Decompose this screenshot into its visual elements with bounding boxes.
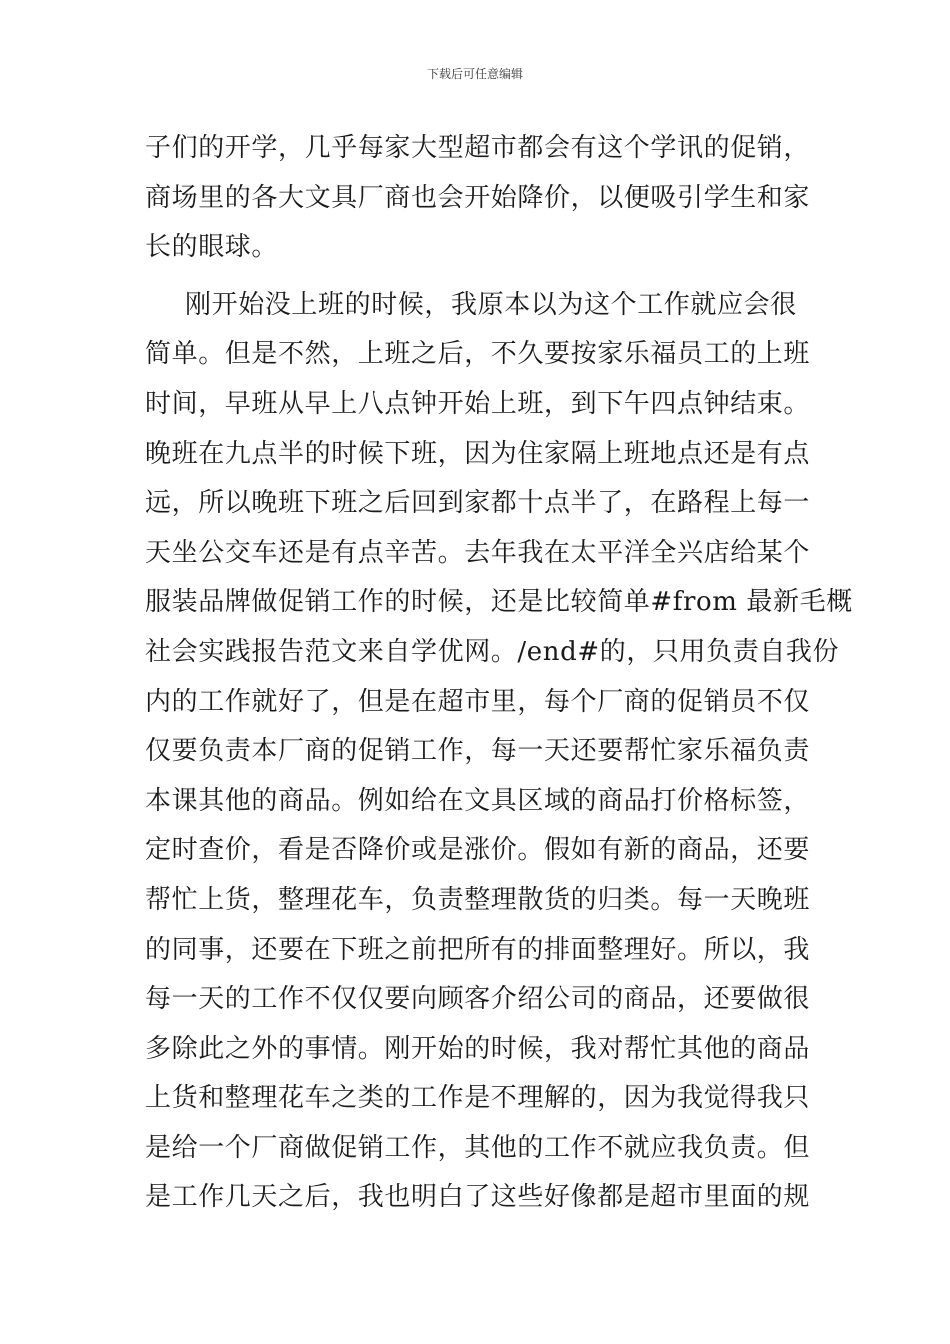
text-line: 定时查价，看是否降价或是涨价。假如有新的商品，还要 [145,835,811,866]
text-line: 的同事，还要在下班之前把所有的排面整理好。所以，我 [145,934,811,965]
text-line: 商场里的各大文具厂商也会开始降价，以便吸引学生和家 [145,182,811,213]
text-line: 每一天的工作不仅仅要向顾客介绍公司的商品，还要做很 [145,984,811,1015]
paragraph-gap [145,273,810,281]
text-line: 上货和整理花车之类的工作是不理解的，因为我觉得我只 [145,1083,811,1114]
text-line: 是工作几天之后，我也明白了这些好像都是超市里面的规 [145,1182,811,1213]
text-line: 多除此之外的事情。刚开始的时候，我对帮忙其他的商品 [145,1033,811,1064]
paragraph-2 [145,281,853,1223]
body-text [145,124,853,1223]
text-line: 天坐公交车还是有点辛苦。去年我在太平洋全兴店给某个 [145,537,811,568]
text-line: 简单。但是不然，上班之后，不久要按家乐福员工的上班 [145,339,811,370]
paragraph-1 [145,124,810,273]
text-line: 子们的开学，几乎每家大型超市都会有这个学讯的促销， [145,133,811,163]
text-line: 服装品牌做促销工作的时候，还是比较简单#from 最新毛概 [145,587,853,618]
text-line: 长的眼球。 [145,232,279,263]
text-line: 仅要负责本厂商的促销工作，每一天还要帮忙家乐福负责 [145,736,811,767]
text-line: 晚班在九点半的时候下班，因为住家隔上班地点还是有点 [145,438,811,469]
text-line: 远，所以晚班下班之后回到家都十点半了，在路程上每一 [145,488,811,519]
text-line: 社会实践报告范文来自学优网。/end#的，只用负责自我份 [145,636,840,667]
header-note: 下载后可任意编辑 [426,67,523,81]
text-line: 时间，早班从早上八点钟开始上班，到下午四点钟结束。 [145,388,811,419]
text-line: 帮忙上货，整理花车，负责整理散货的归类。每一天晚班 [145,884,811,915]
text-line: 本课其他的商品。例如给在文具区域的商品打价格标签， [145,785,811,816]
text-line: 是给一个厂商做促销工作，其他的工作不就应我负责。但 [145,1132,811,1163]
text-line: 内的工作就好了，但是在超市里，每个厂商的促销员不仅 [145,686,811,717]
text-line: 刚开始没上班的时候，我原本以为这个工作就应会很 [185,289,797,320]
